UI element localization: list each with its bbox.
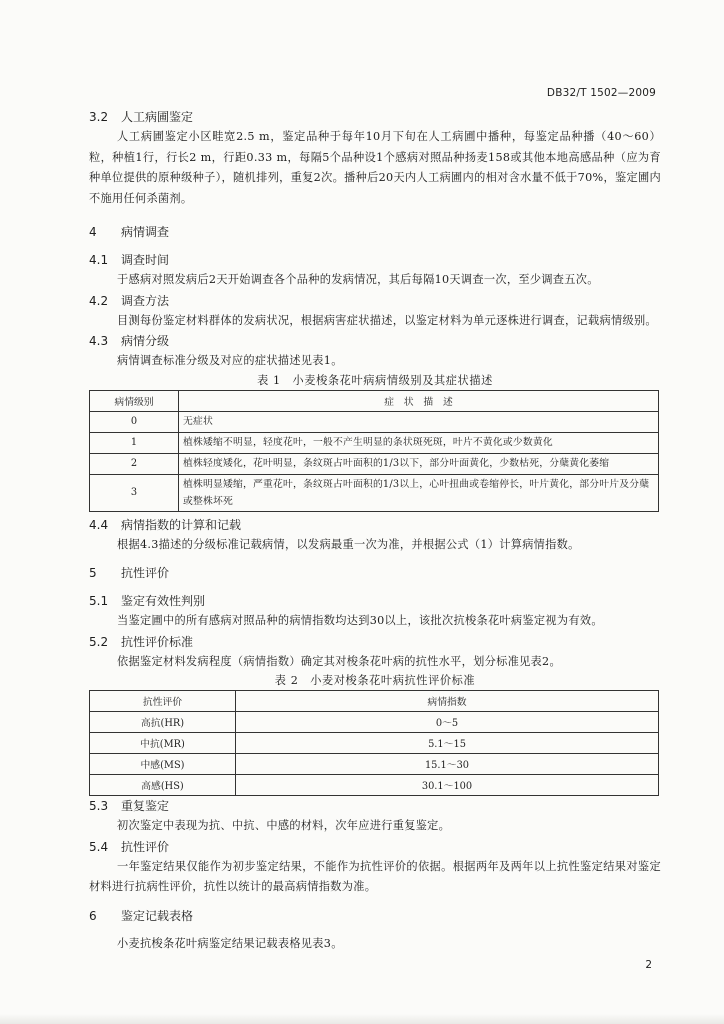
section-6-heading xyxy=(89,906,661,926)
section-number: 4 xyxy=(89,225,97,239)
table-1-caption: 表 1 小麦梭条花叶病病情级别及其症状描述 xyxy=(257,373,493,387)
section-title: 抗性评价 xyxy=(121,566,170,580)
rating-cell: 中感(MS) xyxy=(90,754,236,775)
section-4-heading xyxy=(89,222,661,242)
section-4-3-heading xyxy=(89,331,661,351)
section-3-2-heading xyxy=(89,107,661,127)
rating-cell: 高感(HS) xyxy=(90,775,236,796)
section-title: 抗性评价 xyxy=(121,839,170,854)
section-number: 4.1 xyxy=(89,253,109,267)
standard-code: DB32/T 1502—2009 xyxy=(546,87,656,99)
table-row xyxy=(90,432,659,453)
section-title: 人工病圃鉴定 xyxy=(121,110,194,124)
section-5-4-heading xyxy=(89,837,661,857)
level-cell: 1 xyxy=(90,432,179,453)
table-row xyxy=(90,733,659,754)
section-4-1-body: 于感病对照发病后2天开始调查各个品种的发病情况，其后每隔10天调查一次，至少调查五次。 xyxy=(117,273,599,286)
table-header-row xyxy=(90,691,659,712)
section-title: 病情指数的计算和记载 xyxy=(121,517,242,532)
section-4-3-body: 病情调查标准分级及对应的症状描述见表1。 xyxy=(117,354,343,367)
section-number: 5.3 xyxy=(89,799,109,813)
index-cell: 5.1～15 xyxy=(236,733,659,754)
table-header-cell: 病情级别 xyxy=(90,390,179,411)
table-2-caption: 表 2 小麦对梭条花叶病抗性评价标准 xyxy=(274,674,476,687)
table-header-row xyxy=(90,390,659,411)
table-header-cell: 抗性评价 xyxy=(90,691,236,712)
symptom-cell: 植株轻度矮化，花叶明显，条纹斑占叶面积的1/3以下，部分叶面黄化，少数枯死，分蘖黄化萎缩 xyxy=(179,453,659,474)
page-number: 2 xyxy=(645,959,652,971)
section-5-2-body: 依据鉴定材料发病程度（病情指数）确定其对梭条花叶病的抗性水平，划分标准见表2。 xyxy=(117,654,561,668)
table-row xyxy=(90,712,659,733)
section-title: 重复鉴定 xyxy=(121,799,170,813)
section-4-2-heading xyxy=(89,291,661,311)
scan-edge xyxy=(0,1014,724,1024)
section-title: 抗性评价标准 xyxy=(121,634,194,649)
section-number: 5 xyxy=(89,566,97,580)
rating-cell: 中抗(MR) xyxy=(90,733,236,754)
table-row xyxy=(90,411,659,432)
section-4-2-body: 目测每份鉴定材料群体的发病状况，根据病害症状描述，以鉴定材料为单元逐株进行调查，记载病情级别。 xyxy=(117,313,657,327)
section-6-body: 小麦抗梭条花叶病鉴定结果记载表格见表3。 xyxy=(117,936,343,950)
section-3-2-body: 人工病圃鉴定小区畦宽2.5 m，鉴定品种于每年10月下旬在人工病圃中播种，每鉴定品种播（40～60）粒，种植1行，行长2 m，行距0.33 m，每隔5个品种设1个感病对照品种扬麦158或其他本地高感品种（应为育种单位提供的原种级种子），随机排列，重复2次。播种后20天内人工病圃内的相对含水量不低于70%，鉴定圃内不施用任何杀菌剂。 xyxy=(89,130,661,205)
section-number: 4.3 xyxy=(89,334,109,348)
section-number: 5.2 xyxy=(89,634,109,649)
section-5-2-heading xyxy=(89,632,661,652)
section-title: 病情调查 xyxy=(121,225,170,239)
level-cell: 2 xyxy=(90,453,179,474)
section-4-4-heading xyxy=(89,515,661,535)
index-cell: 0～5 xyxy=(236,712,659,733)
section-number: 5.1 xyxy=(89,594,109,608)
table-row xyxy=(90,474,659,511)
section-title: 鉴定记载表格 xyxy=(121,908,194,923)
table-row xyxy=(90,775,659,796)
section-number: 4.2 xyxy=(89,293,109,308)
symptom-table xyxy=(89,390,659,512)
table-row xyxy=(90,453,659,474)
section-number: 3.2 xyxy=(89,110,109,124)
section-5-3-heading xyxy=(89,796,661,816)
section-4-1-heading xyxy=(89,250,661,270)
section-5-heading xyxy=(89,563,661,583)
symptom-cell: 无症状 xyxy=(179,411,659,432)
section-5-3-body: 初次鉴定中表现为抗、中抗、中感的材料，次年应进行重复鉴定。 xyxy=(117,819,451,832)
section-title: 调查方法 xyxy=(121,293,170,308)
index-cell: 30.1～100 xyxy=(236,775,659,796)
section-5-1-heading xyxy=(89,591,661,611)
section-5-4-body: 一年鉴定结果仅能作为初步鉴定结果，不能作为抗性评价的依据。根据两年及两年以上抗性鉴定结果对鉴定材料进行抗病性评价，抗性以统计的最高病情指数为准。 xyxy=(89,859,661,893)
index-cell: 15.1～30 xyxy=(236,754,659,775)
level-cell: 3 xyxy=(90,474,179,511)
section-number: 5.4 xyxy=(89,839,109,854)
section-title: 调查时间 xyxy=(121,253,170,267)
section-5-1-body: 当鉴定圃中的所有感病对照品种的病情指数均达到30以上，该批次抗梭条花叶病鉴定视为有效。 xyxy=(117,614,603,627)
table-row xyxy=(90,754,659,775)
document-body xyxy=(89,107,661,954)
section-title: 鉴定有效性判别 xyxy=(121,594,206,608)
section-title: 病情分级 xyxy=(121,334,170,348)
rating-cell: 高抗(HR) xyxy=(90,712,236,733)
resistance-table xyxy=(89,690,659,796)
table-header-cell: 病情指数 xyxy=(236,691,659,712)
table-header-cell: 症 状 描 述 xyxy=(179,390,659,411)
symptom-cell: 植株矮缩不明显，轻度花叶，一般不产生明显的条状斑死斑，叶片不黄化或少数黄化 xyxy=(179,432,659,453)
section-number: 6 xyxy=(89,908,97,923)
section-number: 4.4 xyxy=(89,517,109,532)
section-4-4-body: 根据4.3描述的分级标准记载病情，以发病最重一次为准，并根据公式（1）计算病情指数。 xyxy=(117,537,580,551)
level-cell: 0 xyxy=(90,411,179,432)
symptom-cell: 植株明显矮缩，严重花叶，条纹斑占叶面积的1/3以上，心叶扭曲或卷缩停长，叶片黄化，部分叶片及分蘖或整株坏死 xyxy=(179,474,659,511)
